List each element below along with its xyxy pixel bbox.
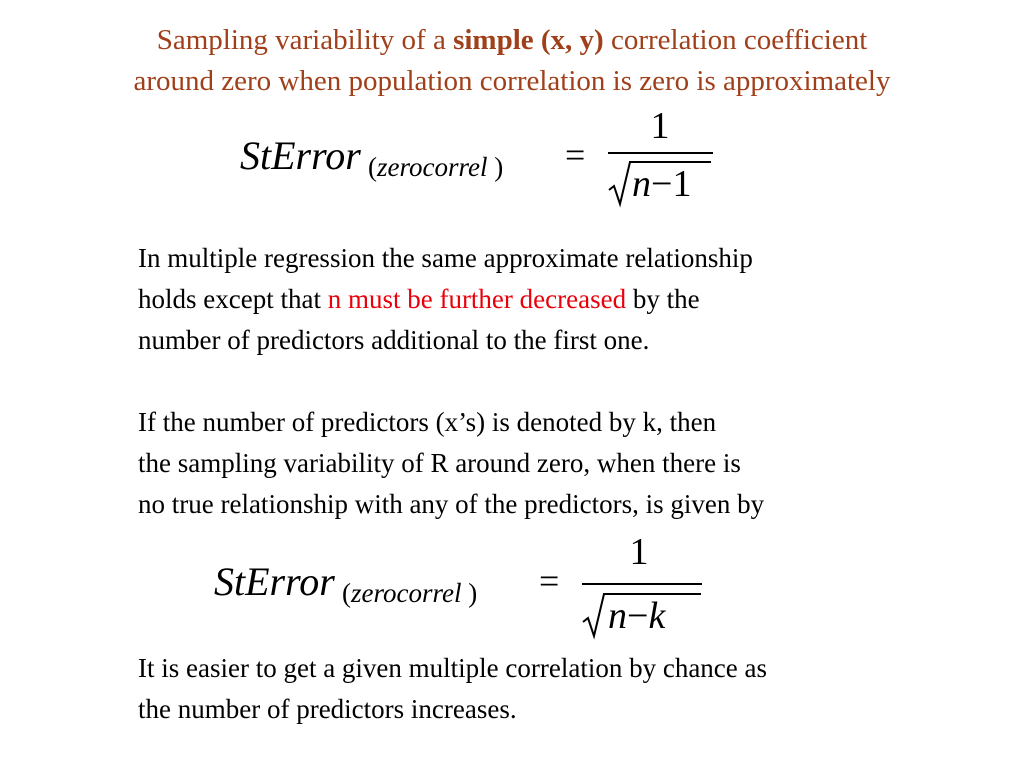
paragraph-line: In multiple regression the same approximate relationship (138, 243, 753, 273)
paragraph-conclusion (138, 648, 998, 730)
square-root-sign (608, 160, 632, 208)
formula-numerator: 1 (650, 105, 670, 147)
paragraph-line: If the number of predictors (x’s) is denoted by k, then (138, 407, 717, 437)
paragraph-line: the sampling variability of R around zero, when there is (138, 448, 741, 478)
formula-subscript: (zerocorrel ) (342, 578, 478, 608)
paragraph-line: no true relationship with any of the predictors, is given by (138, 489, 765, 519)
slide-title (0, 20, 1024, 102)
title-line-1 (0, 20, 1024, 61)
title-text-bold: simple (x, y) (453, 24, 604, 56)
paragraph-line: number of predictors additional to the first one. (138, 325, 650, 355)
paragraph-line: the number of predictors increases. (138, 694, 517, 724)
formula-subscript: (zerocorrel ) (368, 152, 504, 182)
formula-denominator: n−1 (632, 163, 692, 205)
paragraph-line: holds except that n must be further decreased by the (138, 284, 700, 314)
formula-denominator: n−k (608, 595, 666, 637)
highlight-text: n must be further decreased (327, 284, 627, 314)
fraction-bar (582, 583, 702, 585)
formula-simple-correlation (240, 105, 730, 217)
square-root-sign (582, 592, 606, 640)
formula-equals: = (539, 561, 560, 601)
title-text-post: correlation coefficient (603, 24, 868, 56)
title-line-2: around zero when population correlation is zero is approximately (133, 65, 891, 97)
fraction-bar (608, 152, 713, 154)
title-text-pre: Sampling variability of a (156, 24, 454, 56)
formula-lhs: StError (240, 133, 361, 178)
paragraph-predictors (138, 402, 998, 525)
formula-lhs: StError (214, 559, 335, 604)
paragraph-line: It is easier to get a given multiple correlation by chance as (138, 653, 768, 683)
formula-equals: = (565, 135, 586, 175)
paragraph-multiple-regression (138, 238, 998, 361)
formula-numerator: 1 (629, 531, 649, 573)
formula-multiple-correlation (214, 531, 714, 648)
